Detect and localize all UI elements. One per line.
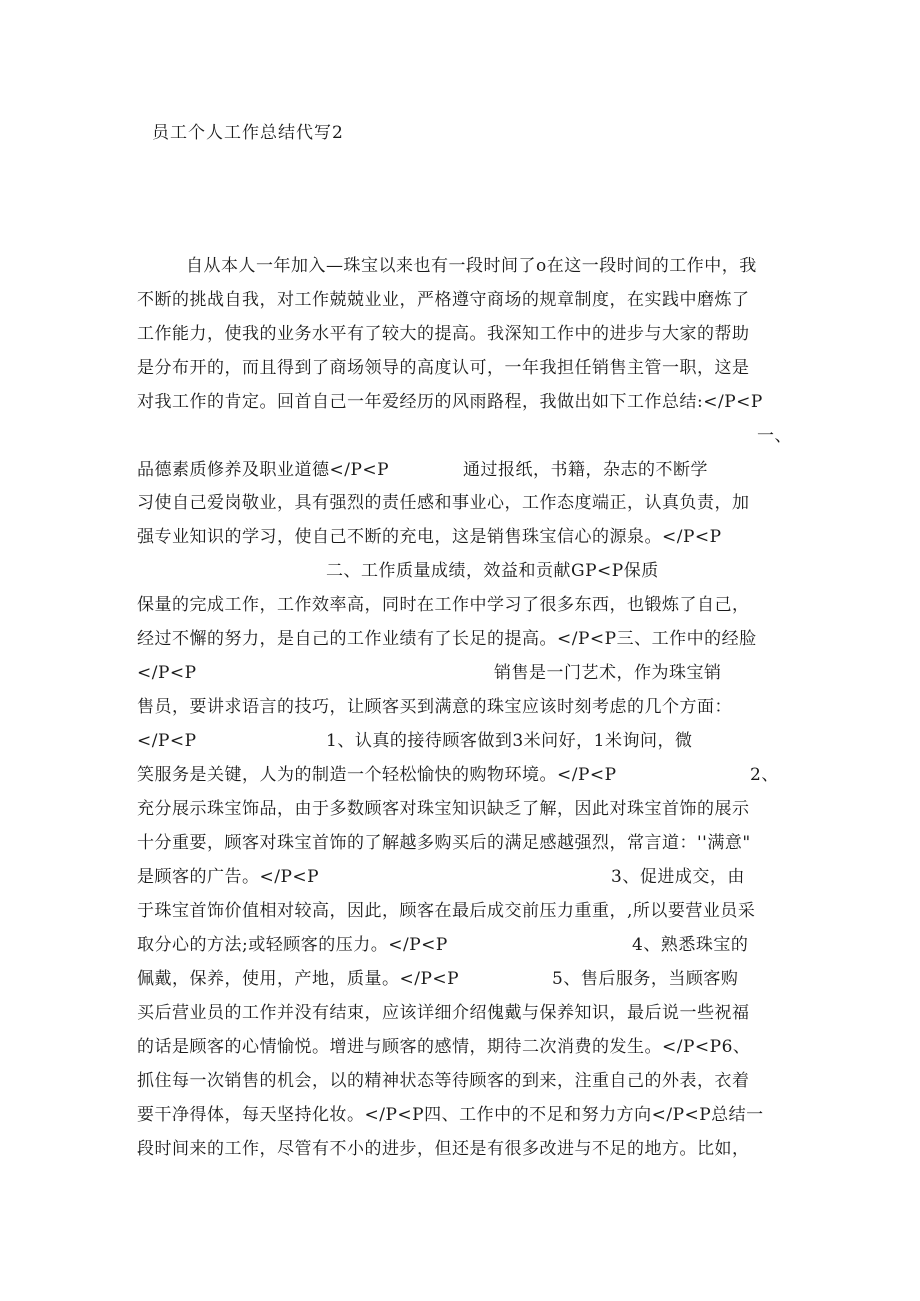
body-line: 于珠宝首饰价值相对较高，因此，顾客在最后成交前压力重重，,所以要营业员采 — [137, 901, 756, 921]
body-line: 抓住每一次销售的机会，以的精神状态等待顾客的到来，注重自己的外表，衣着 — [137, 1071, 750, 1091]
body-line: 4、熟悉珠宝的 — [632, 935, 749, 955]
document-title: 员工个人工作总结代写2 — [152, 123, 344, 143]
body-line: 要干净得体，每天坚持化妆。</P<P四、工作中的不足和努力方向</P<P总结一 — [137, 1105, 764, 1125]
body-line: 工作能力，使我的业务水平有了较大的提高。我深知工作中的进步与大家的帮助 — [137, 324, 750, 344]
body-line: 通过报纸，书籍，杂志的不断学 — [463, 460, 708, 480]
body-line: 2、 — [750, 765, 779, 785]
body-line: 的话是顾客的心情愉悦。增进与顾客的感情，期待二次消费的发生。</P<P6、 — [137, 1037, 751, 1057]
body-line: 买后营业员的工作并没有结束，应该详细介绍傀戴与保养知识，最后说一些祝福 — [137, 1003, 750, 1023]
body-line: 十分重要，顾客对珠宝首饰的了解越多购买后的满足感越强烈，常言道：''满意" — [137, 833, 751, 853]
body-line: 3、促进成交，由 — [611, 867, 745, 887]
body-line: 一、 — [757, 426, 792, 446]
body-line: 是分布开的，而且得到了商场领导的高度认可，一年我担任销售主管一职，这是 — [137, 358, 750, 378]
body-line: 笑服务是关键，人为的制造一个轻松愉快的购物环境。</P<P — [137, 765, 617, 785]
body-line: 是顾客的广告。</P<P — [137, 867, 320, 887]
body-line: 品德素质修养及职业道德</P<P — [137, 460, 390, 480]
body-line: 不断的挑战自我，对工作兢兢业业，严格遵守商场的规章制度，在实践中磨炼了 — [137, 290, 750, 310]
body-line: 售员，要讲求语言的技巧，让顾客买到满意的珠宝应该时刻考虑的几个方面： — [137, 697, 732, 717]
body-line: </P<P — [137, 731, 197, 751]
body-line: 销售是一门艺术，作为珠宝销 — [494, 663, 722, 683]
body-line: 对我工作的肯定。回首自己一年爱经历的风雨路程，我做出如下工作总结:</P<P — [137, 392, 763, 412]
body-line: 充分展示珠宝饰品，由于多数顾客对珠宝知识缺乏了解，因此对珠宝首饰的展示 — [137, 799, 750, 819]
body-line: 强专业知识的学习，使自己不断的充电，这是销售珠宝信心的源泉。</P<P — [137, 527, 722, 547]
body-line: </P<P — [137, 663, 197, 683]
body-line: 取分心的方法;或轻顾客的压力。</P<P — [137, 935, 448, 955]
body-line: 1、认真的接待顾客做到3米问好，1米询问，微 — [326, 731, 693, 751]
body-line: 佩戴，保养，使用，产地，质量。</P<P — [137, 969, 460, 989]
body-line: 习使自己爱岗敬业，具有强烈的责任感和事业心，工作态度端正，认真负责，加 — [137, 493, 750, 513]
body-line: 自从本人一年加入—珠宝以来也有一段时间了o在这一段时间的工作中，我 — [186, 256, 757, 276]
body-line: 5、售后服务，当顾客购 — [552, 969, 739, 989]
body-line: 经过不懈的努力，是自己的工作业绩有了长足的提高。</P<P三、工作中的经脸 — [137, 629, 757, 649]
section-heading: 二、工作质量成绩，效益和贡献GP<P保质 — [326, 561, 659, 581]
body-line: 段时间来的工作，尽管有不小的进步，但还是有很多改进与不足的地方。比如， — [137, 1139, 750, 1159]
body-line: 保量的完成工作，工作效率高，同时在工作中学习了很多东西，也锻炼了自己， — [137, 595, 750, 615]
